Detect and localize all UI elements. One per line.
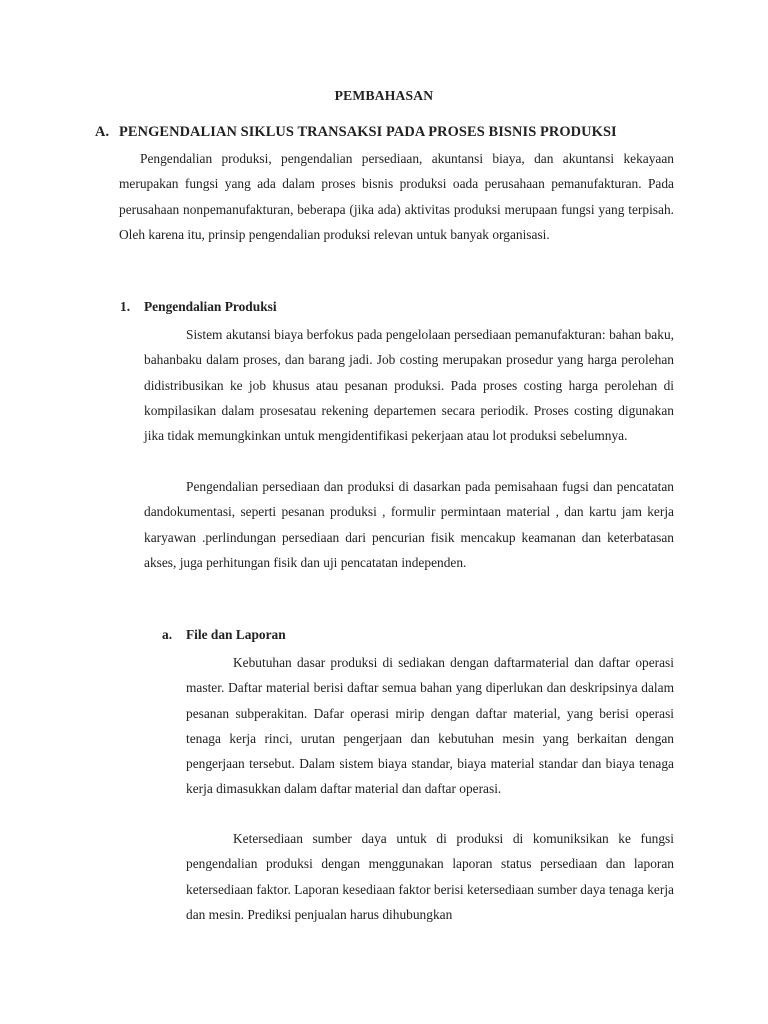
section-a-number: A. xyxy=(95,124,110,140)
subsection-a-title: File dan Laporan xyxy=(186,627,286,642)
subsection-a-paragraph-1: Kebutuhan dasar produksi di sediakan dengan daftarmaterial dan daftar operasi master. Daftar material berisi daftar semua bahan yang diperlukan dan deskripsinya dalam pesanan subperakitan. Dafar operasi mirip dengan daftar material, yang berisi operasi tenaga kerja rinci, urutan pengerjaan dan kebutuhan mesin yang berkaitan dengan pengerjaan tersebut. Dalam sistem biaya standar, biaya material standar dan biaya tenaga kerja dimasukkan dalam daftar material dan daftar operasi. xyxy=(186,655,674,797)
page-title: PEMBAHASAN xyxy=(334,88,434,103)
subsection-1-number: 1. xyxy=(120,299,131,314)
subsection-1-paragraph-2: Pengendalian persediaan dan produksi di dasarkan pada pemisahaan fugsi dan pencatatan dandokumentasi, seperti pesanan produksi , formulir permintaan material , dan kartu jam kerja karyawan .perlindungan persediaan dari pencurian fisik mencakup keamanan dan keterbatasan akses, juga perhitungan fisik dan uji pencatatan independen. xyxy=(144,479,674,570)
subsection-a-heading xyxy=(162,627,286,643)
section-a-heading xyxy=(95,124,695,141)
section-a-title: PENGENDALIAN SIKLUS TRANSAKSI PADA PROSES BISNIS PRODUKSI xyxy=(119,124,617,140)
subsection-a-number: a. xyxy=(162,627,173,642)
subsection-a-paragraph-2: Ketersediaan sumber daya untuk di produksi di komuniksikan ke fungsi pengendalian produksi dengan menggunakan laporan status persediaan dan laporan ketersediaan faktor. Laporan kesediaan faktor berisi ketersediaan sumber daya tenaga kerja dan mesin. Prediksi penjualan harus dihubungkan xyxy=(186,831,674,922)
subsection-1-paragraph-1: Sistem akutansi biaya berfokus pada pengelolaan persediaan pemanufakturan: bahan baku, bahanbaku dalam proses, dan barang jadi. Job costing merupakan prosedur yang harga perolehan didistribusikan ke job khusus atau pesanan produksi. Pada proses costing harga perolehan di kompilasikan dalam prosesatau rekening departemen secara periodik. Proses costing digunakan jika tidak memungkinkan untuk mengidentifikasi pekerjaan atau lot produksi sebelumnya. xyxy=(144,327,674,444)
subsection-1-heading xyxy=(120,299,277,315)
subsection-1-title: Pengendalian Produksi xyxy=(144,299,277,314)
section-a-intro-paragraph: Pengendalian produksi, pengendalian persediaan, akuntansi biaya, dan akuntansi kekayaan merupakan fungsi yang ada dalam proses bisnis produksi oada perusahaan pemanufakturan. Pada perusahaan nonpemanufakturan, beberapa (jika ada) aktivitas produksi merupaan fungsi yang terpisah. Oleh karena itu, prinsip pengendalian produksi relevan untuk banyak organisasi. xyxy=(119,151,674,242)
